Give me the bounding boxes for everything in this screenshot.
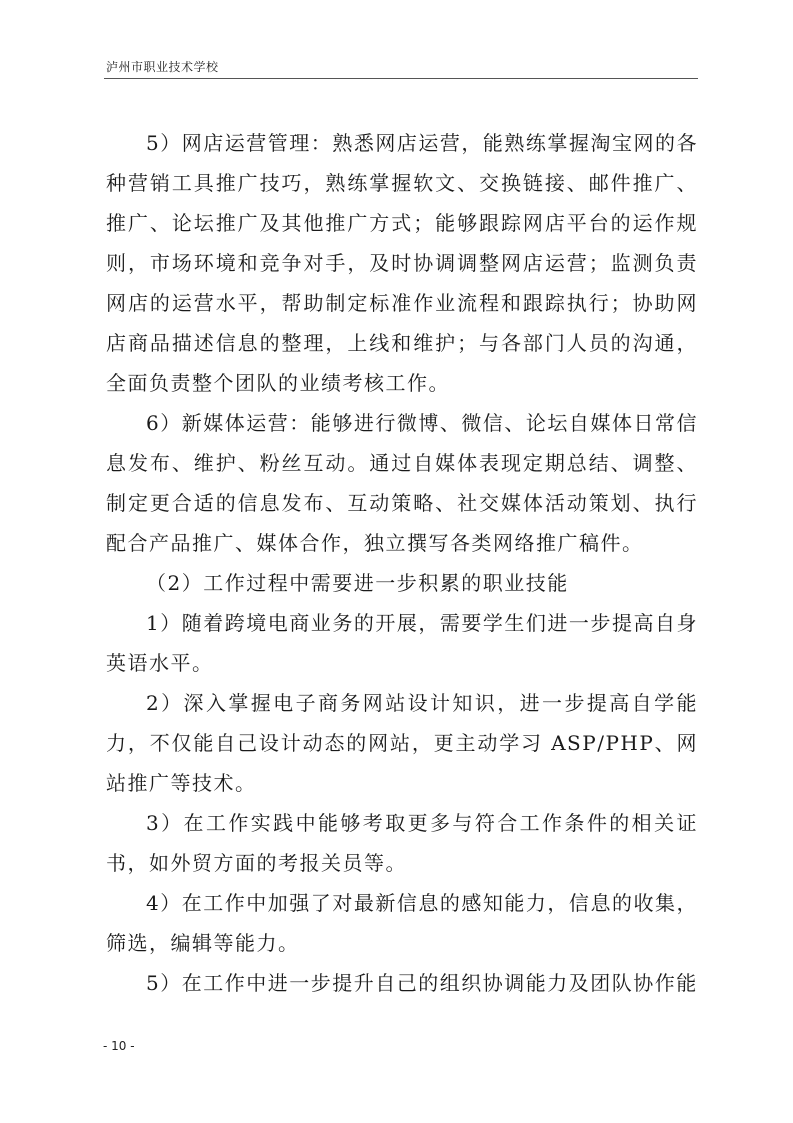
paragraph-skill-1: 1）随着跨境电商业务的开展，需要学生们进一步提高自身英语水平。 (106, 611, 698, 675)
paragraph-skill-3: 3）在工作实践中能够考取更多与符合工作条件的相关证书，如外贸方面的考报关员等。 (106, 811, 698, 875)
paragraph-skill-2: 2）深入掌握电子商务网站设计知识，进一步提高自学能力，不仅能自己设计动态的网站，更主动学习 ASP/PHP、网站推广等技术。 (106, 691, 698, 795)
header-school-name: 泸州市职业技术学校 (106, 60, 219, 74)
page-body (106, 123, 698, 1003)
header-divider (104, 78, 698, 79)
paragraph-new-media-operation: 6）新媒体运营：能够进行微博、微信、论坛自媒体日常信息发布、维护、粉丝互动。通过自媒体表现定期总结、调整、制定更合适的信息发布、互动策略、社交媒体活动策划、执行配合产品推广、媒体合作，独立撰写各类网络推广稿件。 (106, 411, 698, 555)
paragraph-skill-4: 4）在工作中加强了对最新信息的感知能力，信息的收集，筛选，编辑等能力。 (106, 891, 698, 955)
paragraph-skill-5: 5）在工作中进一步提升自己的组织协调能力及团队协作能 (146, 971, 698, 995)
section-heading-skills: （2）工作过程中需要进一步积累的职业技能 (146, 571, 569, 595)
page-number: - 10 - (103, 1039, 135, 1053)
paragraph-online-store-operation: 5）网店运营管理：熟悉网店运营，能熟练掌握淘宝网的各种营销工具推广技巧，熟练掌握软文、交换链接、邮件推广、推广、论坛推广及其他推广方式；能够跟踪网店平台的运作规则，市场环境和竞争对手，及时协调调整网店运营；监测负责网店的运营水平，帮助制定标准作业流程和跟踪执行；协助网店商品描述信息的整理，上线和维护；与各部门人员的沟通，全面负责整个团队的业绩考核工作。 (106, 131, 698, 395)
